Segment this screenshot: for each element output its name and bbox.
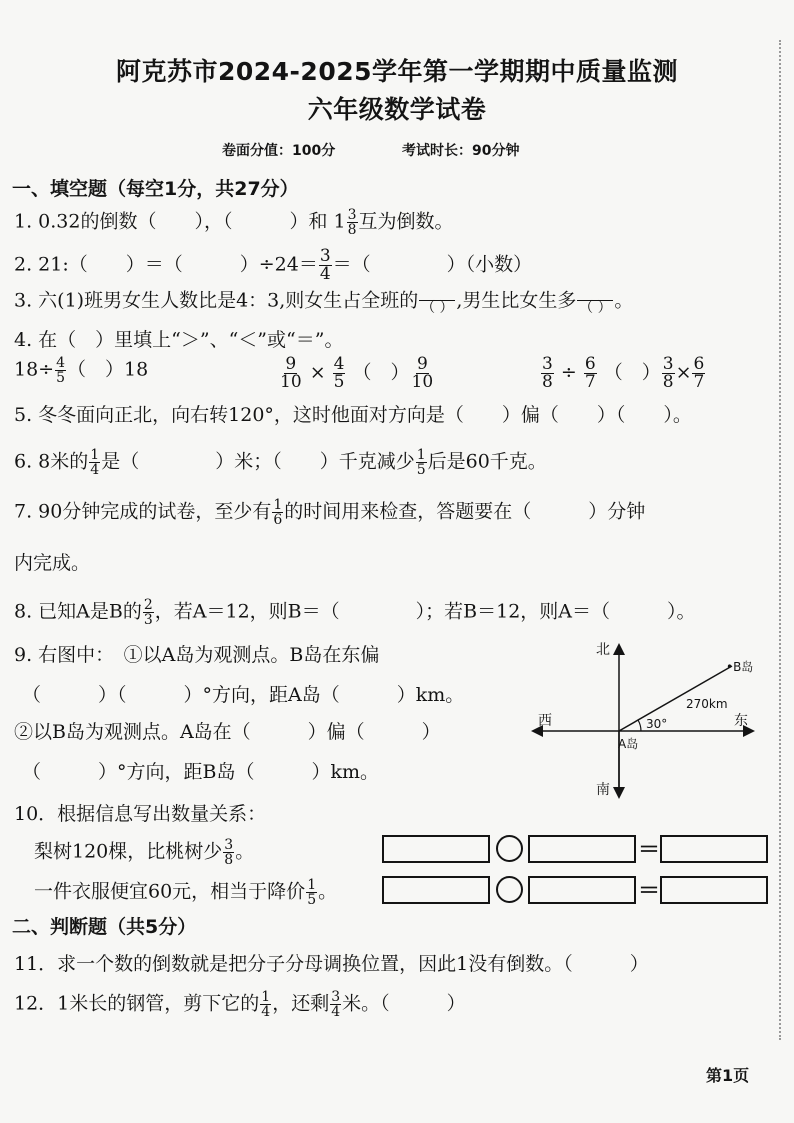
question-10-item-2: 一件衣服便宜60元，相当于降价 $\frac{1}{5}$ 。: [34, 877, 338, 908]
exam-title: 阿克苏市2024-2025学年第一学期期中质量监测: [115, 57, 679, 86]
section-true-false-title: 二、判断题（共5分）: [12, 916, 197, 938]
blank-fraction: （ ）: [419, 288, 455, 315]
angle-arc: [638, 720, 641, 731]
answer-box[interactable]: [660, 876, 768, 904]
page-number: 第1页: [706, 1066, 750, 1085]
question-9-line-3: ②以B岛为观测点。A岛在（ ）偏（ ）: [14, 721, 441, 743]
score-info: 卷面分值：100分: [222, 143, 336, 159]
question-8: 8. 已知A是B的 $\frac{2}{3}$ ，若A＝12，则B＝（ ）；若B＝12，则A＝（ ）。: [14, 597, 696, 628]
a-island-label: A岛: [618, 737, 639, 751]
question-4: 4. 在（ ）里填上“＞”、“＜”或“＝”。: [14, 329, 344, 351]
question-10-title: 10．根据信息写出数量关系：: [14, 803, 267, 825]
section-fill-blanks-title: 一、填空题（每空1分，共27分）: [12, 178, 299, 200]
equals-sign: ＝: [638, 837, 661, 863]
blank-fraction: （ ）: [577, 288, 613, 315]
question-9-line-1: 9. 右图中： ①以A岛为观测点。B岛在东偏: [14, 644, 380, 666]
fraction: $\frac{3}{8}$: [347, 207, 357, 238]
time-info: 考试时长：90分钟: [402, 143, 520, 159]
question-11: 11．求一个数的倒数就是把分子分母调换位置，因此1没有倒数。（ ）: [14, 953, 649, 975]
answer-box[interactable]: [528, 835, 636, 863]
exam-subtitle: 六年级数学试卷: [307, 95, 487, 124]
direction-diagram: [528, 636, 768, 806]
b-island-label: •B岛: [726, 660, 754, 674]
north-label: 北: [596, 642, 610, 658]
question-7: 7. 90分钟完成的试卷，至少有 $\frac{1}{6}$ 的时间用来检查，答题要在（ ）分钟: [14, 497, 646, 528]
east-label: 东: [734, 713, 748, 729]
question-9-line-2: （ ）（ ）°方向，距A岛（ ）km。: [22, 684, 465, 706]
question-6: 6. 8米的 $\frac{1}{4}$ 是（ ）米；（ ）千克减少 $\frac{1}{5}$ 后是60千克。: [14, 447, 547, 478]
answer-box[interactable]: [660, 835, 768, 863]
question-4-part-2: $\frac{9}{10}$ × $\frac{4}{5}$ （ ） $\frac{9}{10}$: [280, 354, 434, 392]
answer-box[interactable]: [528, 876, 636, 904]
question-7-continued: 内完成。: [14, 552, 91, 574]
operator-circle[interactable]: [496, 876, 523, 903]
question-4-part-3: $\frac{3}{8}$ ÷ $\frac{6}{7}$ （ ） $\frac{3}{8}$ × $\frac{6}{7}$: [542, 354, 705, 392]
question-1: 1. 0.32的倒数（ ），（ ）和 1 $\frac{3}{8}$ 互为倒数。: [14, 207, 454, 238]
question-4-part-1: 18÷ $\frac{4}{5}$ （ ）18: [14, 355, 149, 386]
question-10-item-1: 梨树120棵，比桃树少 $\frac{3}{8}$ 。: [34, 837, 255, 868]
west-label: 西: [538, 713, 552, 729]
equals-sign: ＝: [638, 878, 661, 904]
question-3: 3. 六(1)班男女生人数比是4：3,则女生占全班的 （ ） ,男生比女生多 （ ） 。: [14, 289, 634, 316]
distance-label: 270km: [686, 697, 728, 711]
angle-label: 30°: [646, 717, 668, 731]
answer-box[interactable]: [382, 876, 490, 904]
answer-box[interactable]: [382, 835, 490, 863]
question-2: 2. 21:（ ）＝（ ）÷24＝ $\frac{3}{4}$ ＝（ ）（小数）: [14, 246, 533, 284]
question-5: 5. 冬冬面向正北，向右转120°，这时他面对方向是（ ）偏（ ）（ ）。: [14, 404, 692, 426]
south-label: 南: [596, 782, 610, 798]
binding-margin-line: [779, 40, 783, 1040]
fraction: $\frac{3}{4}$: [319, 246, 331, 284]
question-12: 12．1米长的钢管，剪下它的 $\frac{1}{4}$ ，还剩 $\frac{3}{4}$ 米。（ ）: [14, 989, 466, 1020]
operator-circle[interactable]: [496, 835, 523, 862]
question-9-line-4: （ ）°方向，距B岛（ ）km。: [22, 761, 379, 783]
